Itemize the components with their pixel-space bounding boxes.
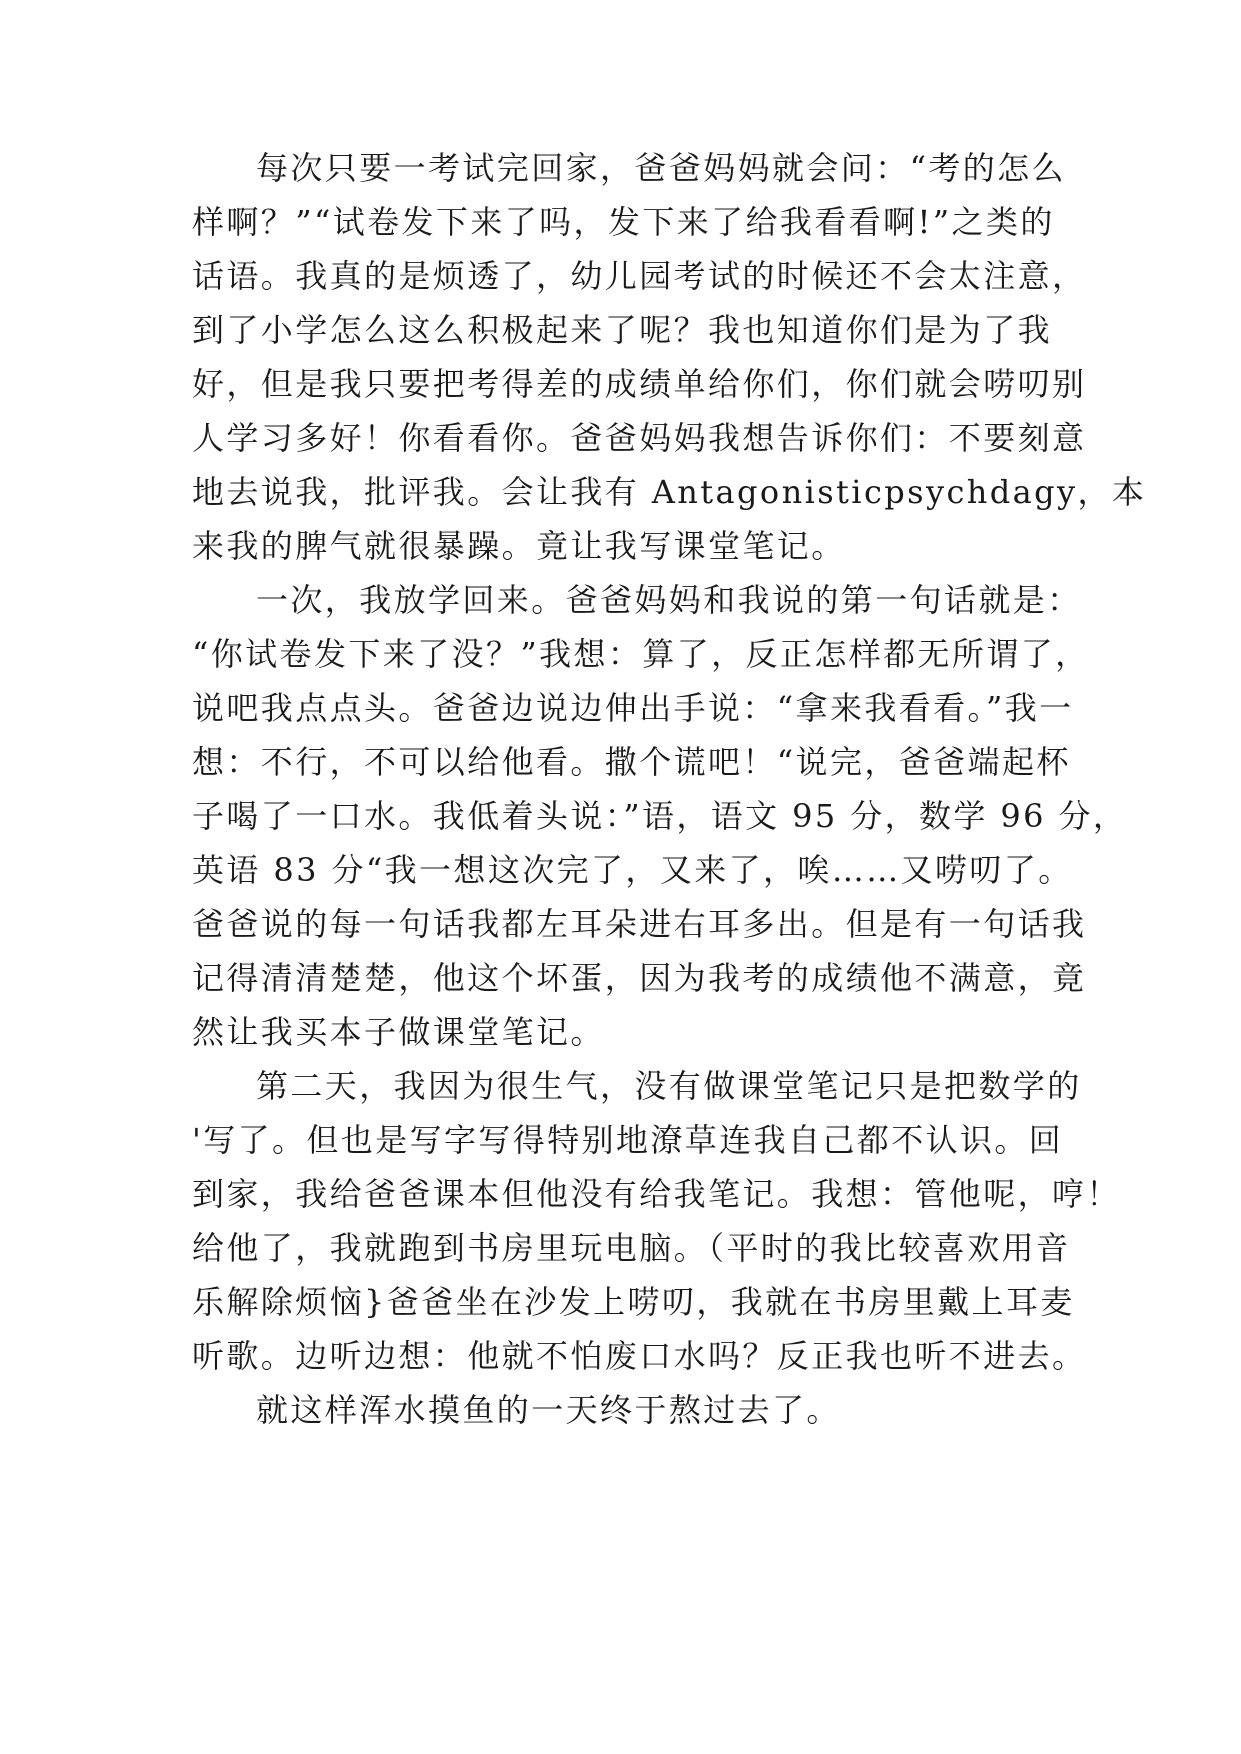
paragraph-1-line-8: 来我的脾气就很暴躁。竟让我写课堂笔记。 xyxy=(192,527,846,565)
paragraph-1-line-6: 人学习多好！你看看你。爸爸妈妈我想告诉你们：不要刻意 xyxy=(192,419,1087,457)
paragraph-1-line-3: 话语。我真的是烦透了，幼儿园考试的时候还不会太注意， xyxy=(192,257,1087,295)
paragraph-2-line-8: 记得清清楚楚，他这个坏蛋，因为我考的成绩他不满意，竟 xyxy=(192,959,1087,997)
paragraph-3-line-1: 第二天，我因为很生气，没有做课堂笔记只是把数学的 xyxy=(256,1067,1082,1105)
paragraph-2-line-7: 爸爸说的每一句话我都左耳朵进右耳多出。但是有一句话我 xyxy=(192,905,1087,943)
paragraph-1-line-7: 地去说我，批评我。会让我有 Antagonisticpsychdagy，本 xyxy=(192,473,1147,511)
paragraph-2-line-2: “你试卷发下来了没？”我想：算了，反正怎样都无所谓了， xyxy=(192,635,1090,673)
paragraph-3-line-5: 乐解除烦恼}爸爸坐在沙发上唠叨，我就在书房里戴上耳麦 xyxy=(192,1283,1075,1321)
paragraph-1-line-4: 到了小学怎么这么积极起来了呢？我也知道你们是为了我 xyxy=(192,311,1053,349)
paragraph-2-line-1: 一次，我放学回来。爸爸妈妈和我说的第一句话就是： xyxy=(256,581,1082,619)
paragraph-1-line-2: 样啊？”“试卷发下来了吗，发下来了给我看看啊!”之类的 xyxy=(192,203,1055,241)
paragraph-2-line-3: 说吧我点点头。爸爸边说边伸出手说：“拿来我看看。”我一 xyxy=(192,689,1074,727)
paragraph-2-line-5: 子喝了一口水。我低着头说：”语，语文 95 分，数学 96 分， xyxy=(192,797,1128,835)
paragraph-4-line-1: 就这样浑水摸鱼的一天终于熬过去了。 xyxy=(256,1391,841,1429)
paragraph-2-line-4: 想：不行，不可以给他看。撒个谎吧！“说完，爸爸端起杯 xyxy=(192,743,1071,781)
paragraph-2-line-6: 英语 83 分“我一想这次完了，又来了，唉……又唠叨了。 xyxy=(192,851,1073,889)
paragraph-3-line-6: 听歌。边听边想：他就不怕废口水吗？反正我也听不进去。 xyxy=(192,1337,1087,1375)
paragraph-2-line-9: 然让我买本子做课堂笔记。 xyxy=(192,1013,605,1051)
paragraph-1-line-1: 每次只要一考试完回家，爸爸妈妈就会问：“考的怎么 xyxy=(256,149,1066,187)
paragraph-3-line-3: 到家，我给爸爸课本但他没有给我笔记。我想：管他呢，哼！ xyxy=(192,1175,1121,1213)
paragraph-3-line-4: 给他了，我就跑到书房里玩电脑。（平时的我比较喜欢用音 xyxy=(192,1229,1071,1267)
paragraph-3-line-2: '写了。但也是写字写得特别地潦草连我自己都不认识。回 xyxy=(192,1121,1064,1159)
paragraph-1-line-5: 好，但是我只要把考得差的成绩单给你们，你们就会唠叨别 xyxy=(192,365,1087,403)
